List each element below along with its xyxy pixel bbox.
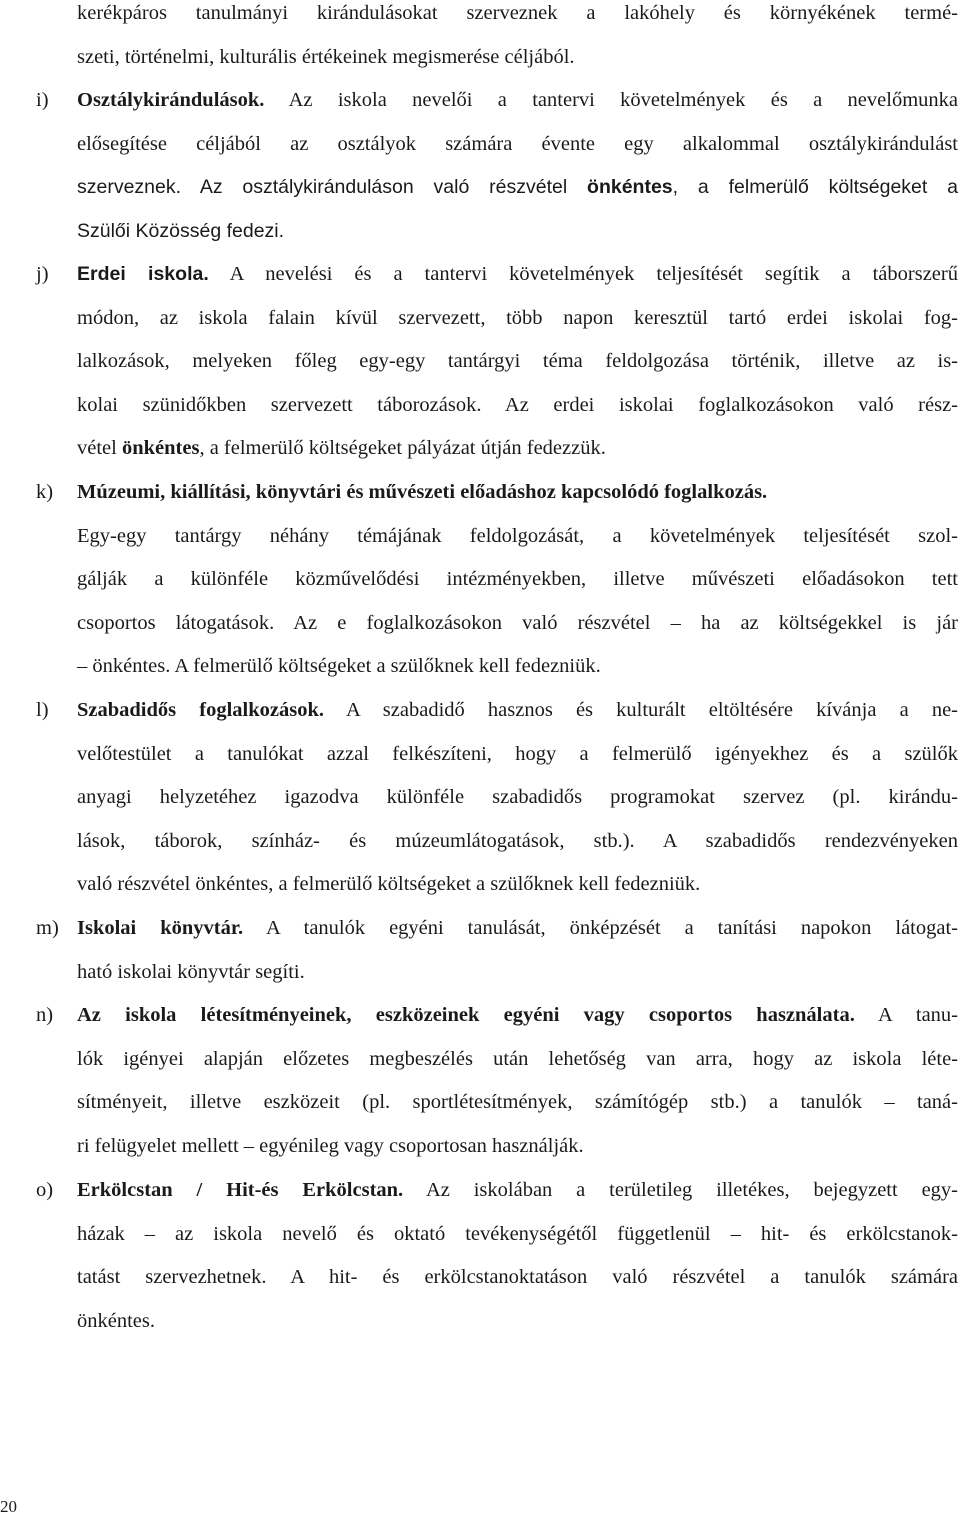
item-m-letter: m) <box>36 917 59 939</box>
intro-line-2: szeti, történelmi, kulturális értékeinek megismerése céljából. <box>77 45 575 68</box>
item-l-line-3: anyagi helyzetéhez igazodva különféle szabadidős programokat szervez (pl. kirándu- <box>77 786 958 809</box>
item-n-line-2: lók igényei alapján előzetes megbeszélés után lehetőség van arra, hogy az iskola léte- <box>77 1047 958 1070</box>
item-j-letter: j) <box>36 263 49 285</box>
item-i-line-3: szerveznek. Az osztálykiránduláson való részvétel önkéntes, a felmerülő költségeket a <box>77 176 958 199</box>
item-m-line-1: Iskolai könyvtár. A tanulók egyéni tanulását, önképzését a tanítási napokon látogat- <box>77 917 958 939</box>
item-j-line-2: módon, az iskola falain kívül szervezett, több napon keresztül tartó erdei iskolai fog- <box>77 306 958 329</box>
item-i-letter: i) <box>36 89 49 111</box>
item-i-line-2: elősegítése céljából az osztályok számára évente egy alkalommal osztálykirándulást <box>77 132 958 155</box>
item-n-line-3: sítményeit, illetve eszközeit (pl. sportlétesítmények, számítógép stb.) a tanulók – taná- <box>77 1091 958 1114</box>
intro-line-1: kerékpáros tanulmányi kirándulásokat szerveznek a lakóhely és környékének termé- <box>77 2 958 24</box>
item-o-line-4: önkéntes. <box>77 1309 155 1332</box>
item-l-line-1: Szabadidős foglalkozások. A szabadidő hasznos és kulturált eltöltésére kívánja a ne- <box>77 699 958 721</box>
item-k-line-2: gálják a különféle közművelődési intézményekben, illetve művészeti előadásokon tett <box>77 568 958 591</box>
item-l-line-4: lások, táborok, színház- és múzeumlátogatások, stb.). A szabadidős rendezvényeken <box>77 829 958 852</box>
item-o-line-3: tatást szervezhetnek. A hit- és erkölcstanoktatáson való részvétel a tanulók számára <box>77 1266 958 1289</box>
item-n-line-1: Az iskola létesítményeinek, eszközeinek egyéni vagy csoportos használata. A tanu- <box>77 1004 958 1026</box>
item-k-line-title <box>77 471 958 515</box>
item-l-line-5: való részvétel önkéntes, a felmerülő költségeket a szülőknek kell fedezniük. <box>77 873 701 896</box>
item-j-line-1: Erdei iskola. A nevelési és a tantervi követelmények teljesítését segítik a táborszerű <box>77 263 958 285</box>
item-o-line-2: házak – az iskola nevelő és oktató tevékenységétől függetlenül – hit- és erkölcstanok- <box>77 1222 958 1245</box>
item-j-title: Erdei iskola. <box>77 263 209 285</box>
item-l-letter: l) <box>36 699 49 721</box>
item-k-line-1: Egy-egy tantárgy néhány témájának feldolgozását, a követelmények teljesítését szol- <box>77 524 958 547</box>
item-k-line-3: csoportos látogatások. Az e foglalkozásokon való részvétel – ha az költségekkel is jár <box>77 611 958 634</box>
item-n-line-4: ri felügyelet mellett – egyénileg vagy csoportosan használják. <box>77 1134 584 1157</box>
item-o-letter: o) <box>36 1179 54 1201</box>
item-m-title: Iskolai könyvtár. <box>77 917 244 939</box>
item-k-title: Múzeumi, kiállítási, könyvtári és művészeti előadáshoz kapcsolódó foglalkozás. <box>77 481 768 503</box>
item-j-line-5: vétel önkéntes, a felmerülő költségeket pályázat útján fedezzük. <box>77 437 606 460</box>
item-j-line-4: kolai szünidőkben szervezett táborozások. Az erdei iskolai foglalkozásokon való rész- <box>77 393 958 416</box>
item-m-line-2: ható iskolai könyvtár segíti. <box>77 960 305 983</box>
item-i-emphasis: önkéntes <box>587 176 673 199</box>
item-k-letter: k) <box>36 481 54 503</box>
item-j-line-3: lalkozások, melyeken főleg egy-egy tantárgyi téma feldolgozása történik, illetve az is- <box>77 350 958 373</box>
item-o-line-1: Erkölcstan / Hit-és Erkölcstan. Az iskolában a területileg illetékes, bejegyzett egy- <box>77 1179 958 1201</box>
item-l-line-2: velőtestület a tanulókat azzal felkészíteni, hogy a felmerülő igényekhez és a szülők <box>77 742 958 765</box>
item-n-title: Az iskola létesítményeinek, eszközeinek egyéni vagy csoportos használata. <box>77 1004 855 1026</box>
item-o-title: Erkölcstan / Hit-és Erkölcstan. <box>77 1179 404 1201</box>
item-i-title: Osztálykirándulások. <box>77 89 265 111</box>
item-j-emphasis: önkéntes <box>121 437 200 460</box>
item-n-letter: n) <box>36 1004 54 1026</box>
item-i-line-1: Osztálykirándulások. Az iskola nevelői a tantervi követelmények és a nevelőmunka <box>77 89 958 111</box>
item-k-line-4: – önkéntes. A felmerülő költségeket a szülőknek kell fedezniük. <box>77 655 601 678</box>
item-l-title: Szabadidős foglalkozások. <box>77 699 324 721</box>
page-number: 20 <box>0 1497 17 1516</box>
item-i-line-4: Szülői Közösség fedezi. <box>77 219 285 242</box>
